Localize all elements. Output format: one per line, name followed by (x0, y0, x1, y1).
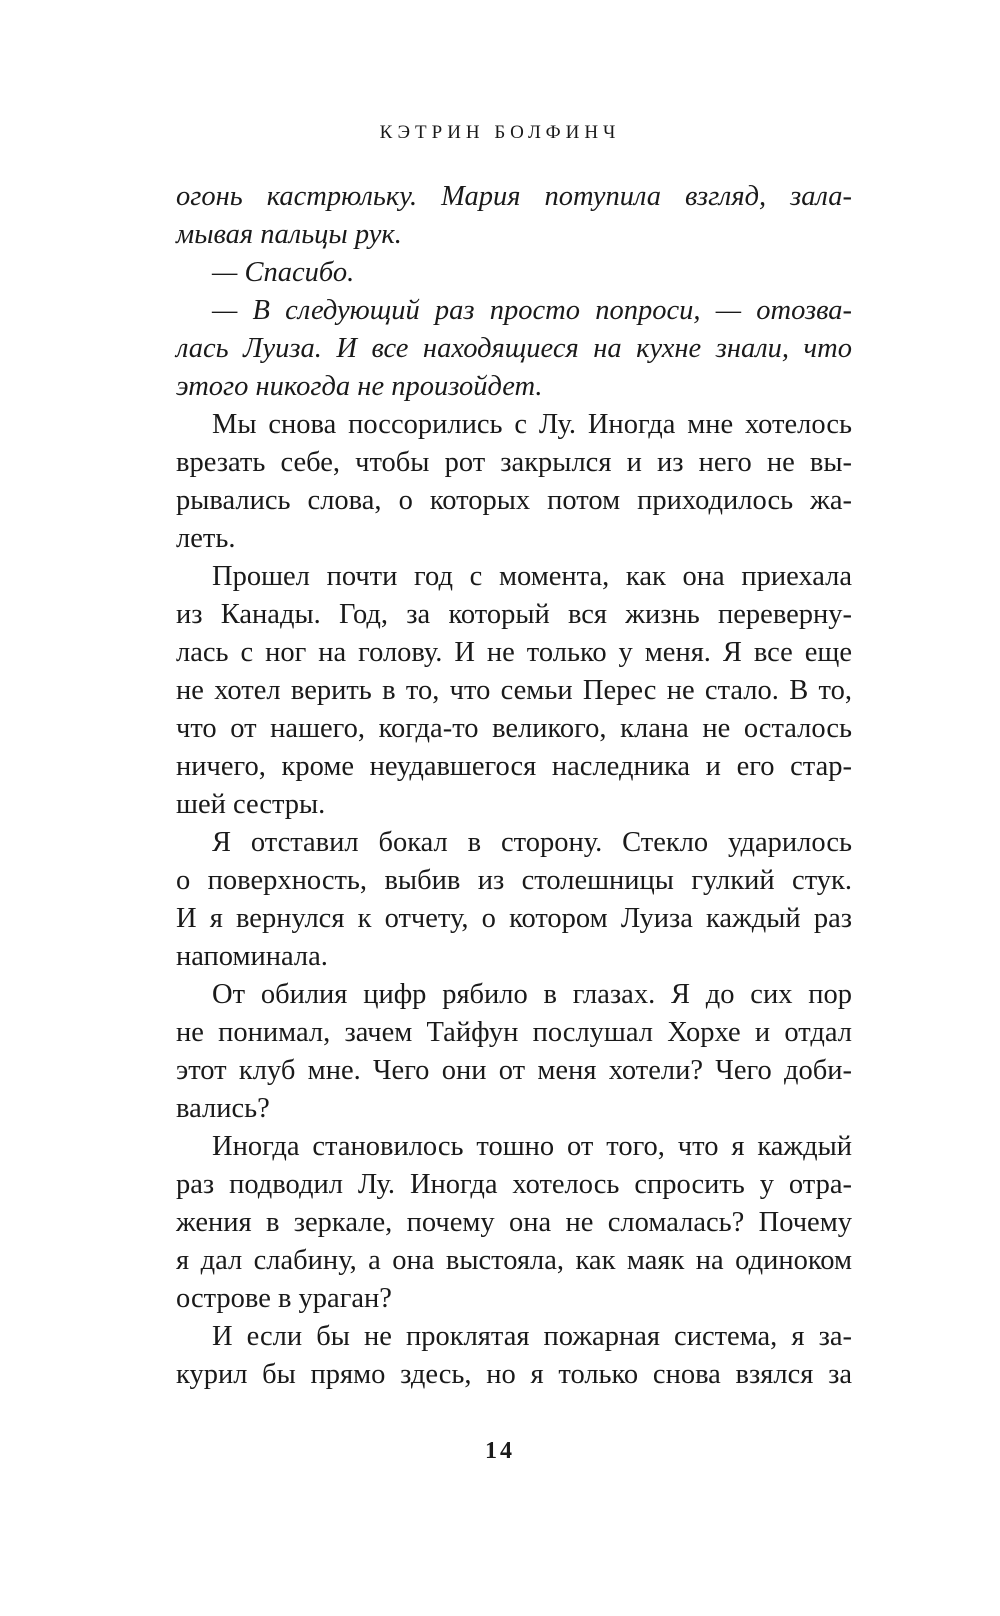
text-line: я дал слабину, а она выстояла, как маяк на одиноком (176, 1245, 852, 1276)
text-line: рывались слова, о которых потом приходилось жа- (176, 485, 852, 516)
text-line: курил бы прямо здесь, но я только снова взялся за (176, 1359, 852, 1390)
text-line: не понимал, зачем Тайфун послушал Хорхе и отдал (176, 1017, 852, 1048)
text-line: И я вернулся к отчету, о котором Луиза каждый раз (176, 903, 852, 934)
body-text (176, 178, 852, 1394)
text-line: огонь кастрюльку. Мария потупила взгляд, зала- (176, 181, 852, 212)
text-line: не хотел верить в то, что семьи Перес не стало. В то, (176, 675, 852, 706)
text-line: напоминала. (176, 941, 328, 972)
text-line: лась Луиза. И все находящиеся на кухне знали, что (176, 333, 852, 364)
text-line: жения в зеркале, почему она не сломалась? Почему (176, 1207, 852, 1238)
running-head: КЭТРИН БОЛФИНЧ (379, 122, 621, 143)
text-line: От обилия цифр рябило в глазах. Я до сих пор (212, 979, 852, 1010)
text-line: о поверхность, выбив из столешницы гулкий стук. (176, 865, 852, 896)
text-line: лась с ног на голову. И не только у меня. Я все еще (176, 637, 852, 668)
text-line: Иногда становилось тошно от того, что я каждый (212, 1131, 852, 1162)
text-line: раз подводил Лу. Иногда хотелось спросить у отра- (176, 1169, 852, 1200)
text-line: из Канады. Год, за который вся жизнь переверну- (176, 599, 852, 630)
text-line: шей сестры. (176, 789, 326, 820)
text-line: этот клуб мне. Чего они от меня хотели? Чего доби- (176, 1055, 852, 1086)
text-line: И если бы не проклятая пожарная система, я за- (212, 1321, 852, 1352)
text-line: острове в ураган? (176, 1283, 392, 1314)
page-number: 14 (485, 1438, 515, 1464)
text-line: — В следующий раз просто попроси, — отозва- (212, 295, 852, 326)
text-line: вались? (176, 1093, 270, 1124)
text-line: врезать себе, чтобы рот закрылся и из него не вы- (176, 447, 852, 478)
text-line: — Спасибо. (212, 257, 355, 288)
text-line: этого никогда не произойдет. (176, 371, 543, 402)
text-line: Мы снова поссорились с Лу. Иногда мне хотелось (212, 409, 852, 440)
text-line: ничего, кроме неудавшегося наследника и его стар- (176, 751, 852, 782)
text-line: Прошел почти год с момента, как она приехала (212, 561, 852, 592)
text-line: Я отставил бокал в сторону. Стекло ударилось (212, 827, 852, 858)
text-line: что от нашего, когда-то великого, клана не осталось (176, 713, 852, 744)
text-line: леть. (176, 523, 236, 554)
text-line: мывая пальцы рук. (176, 219, 402, 250)
